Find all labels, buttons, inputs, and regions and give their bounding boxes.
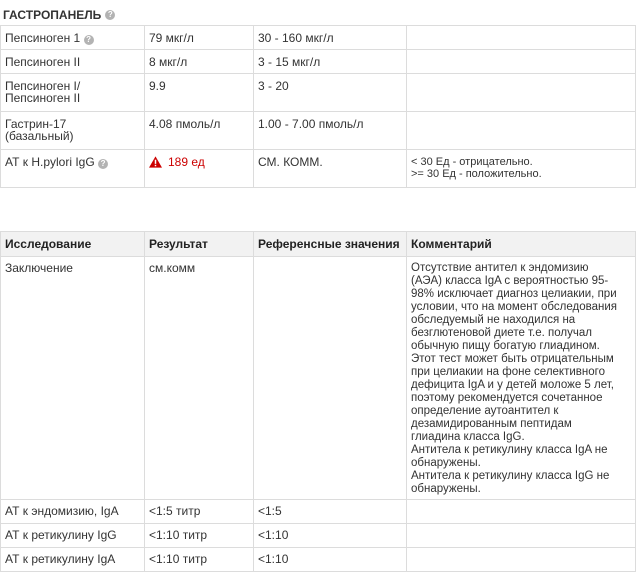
table-row: [1, 74, 636, 112]
table-row: [1, 150, 636, 188]
result-cell: 8 мкг/л: [145, 50, 254, 74]
reference-cell: 3 - 15 мкг/л: [254, 50, 407, 74]
comment-cell: [407, 112, 636, 150]
table-row: [1, 26, 636, 50]
column-header: Референсные значения: [254, 232, 407, 257]
result-cell: [145, 150, 254, 188]
help-icon[interactable]: ?: [84, 35, 94, 45]
table-row: [1, 50, 636, 74]
comment-cell: < 30 Ед - отрицательно. >= 30 Ед - положительно.: [407, 150, 636, 188]
result-cell: <1:10 титр: [145, 524, 254, 548]
test-name-cell: [1, 26, 145, 50]
result-cell: 4.08 пмоль/л: [145, 112, 254, 150]
comment-cell: [407, 26, 636, 50]
test-name-cell: Пепсиноген II: [1, 50, 145, 74]
section-title-text: ГАСТРОПАНЕЛЬ: [3, 8, 102, 22]
reference-cell: <1:5: [254, 500, 407, 524]
reference-cell: СМ. КОММ.: [254, 150, 407, 188]
test-name-cell: АТ к ретикулину IgA: [1, 548, 145, 572]
comment-cell: [407, 74, 636, 112]
gastropanel-table: [0, 25, 636, 188]
table-row: [1, 112, 636, 150]
test-name-cell: [1, 150, 145, 188]
test-name-cell: Заключение: [1, 257, 145, 500]
reference-cell: 30 - 160 мкг/л: [254, 26, 407, 50]
test-name: АТ к H.pylori IgG: [5, 155, 95, 169]
abnormal-result: 189 ед: [168, 155, 205, 169]
comment-cell: [407, 500, 636, 524]
comment-cell: Отсутствие антител к эндомизию (АЭА) класса IgA с вероятностью 95- 98% исключает диагноз целиакии, при условии, что на момент обследования обследуемый не находился на безглютеновой диете т.е. получал обычную пищу богатую глиадином. Этот тест может быть отрицательным при целиакии на фоне селективного дефицита IgA и у детей моложе 5 лет, поэтому рекомендуется сочетанное определение аутоантител к дезамидированным пептидам глиадина класса IgG. Антитела к ретикулину класса IgA не обнаружены. Антитела к ретикулину класса IgG не обнаружены.: [407, 257, 636, 500]
reference-cell: 1.00 - 7.00 пмоль/л: [254, 112, 407, 150]
comment-cell: [407, 548, 636, 572]
result-cell: см.комм: [145, 257, 254, 500]
table-row: [1, 500, 636, 524]
reference-cell: <1:10: [254, 524, 407, 548]
table-header-row: [1, 232, 636, 257]
help-icon[interactable]: ?: [105, 10, 115, 20]
comment-cell: [407, 524, 636, 548]
table-row: [1, 548, 636, 572]
table-row: [1, 524, 636, 548]
test-name-cell: Гастрин-17 (базальный): [1, 112, 145, 150]
warning-icon: [149, 156, 162, 168]
result-cell: 79 мкг/л: [145, 26, 254, 50]
table-row: [1, 257, 636, 500]
test-name-cell: Пепсиноген I/ Пепсиноген II: [1, 74, 145, 112]
help-icon[interactable]: ?: [98, 159, 108, 169]
column-header: Исследование: [1, 232, 145, 257]
comment-cell: [407, 50, 636, 74]
reference-cell: <1:10: [254, 548, 407, 572]
test-name: Пепсиноген 1: [5, 31, 81, 45]
result-cell: <1:5 титр: [145, 500, 254, 524]
section-title: [3, 8, 115, 22]
reference-cell: 3 - 20: [254, 74, 407, 112]
result-cell: 9.9: [145, 74, 254, 112]
result-cell: <1:10 титр: [145, 548, 254, 572]
test-name-cell: АТ к ретикулину IgG: [1, 524, 145, 548]
results-table: [0, 231, 636, 572]
test-name-cell: АТ к эндомизию, IgA: [1, 500, 145, 524]
column-header: Результат: [145, 232, 254, 257]
reference-cell: [254, 257, 407, 500]
column-header: Комментарий: [407, 232, 636, 257]
